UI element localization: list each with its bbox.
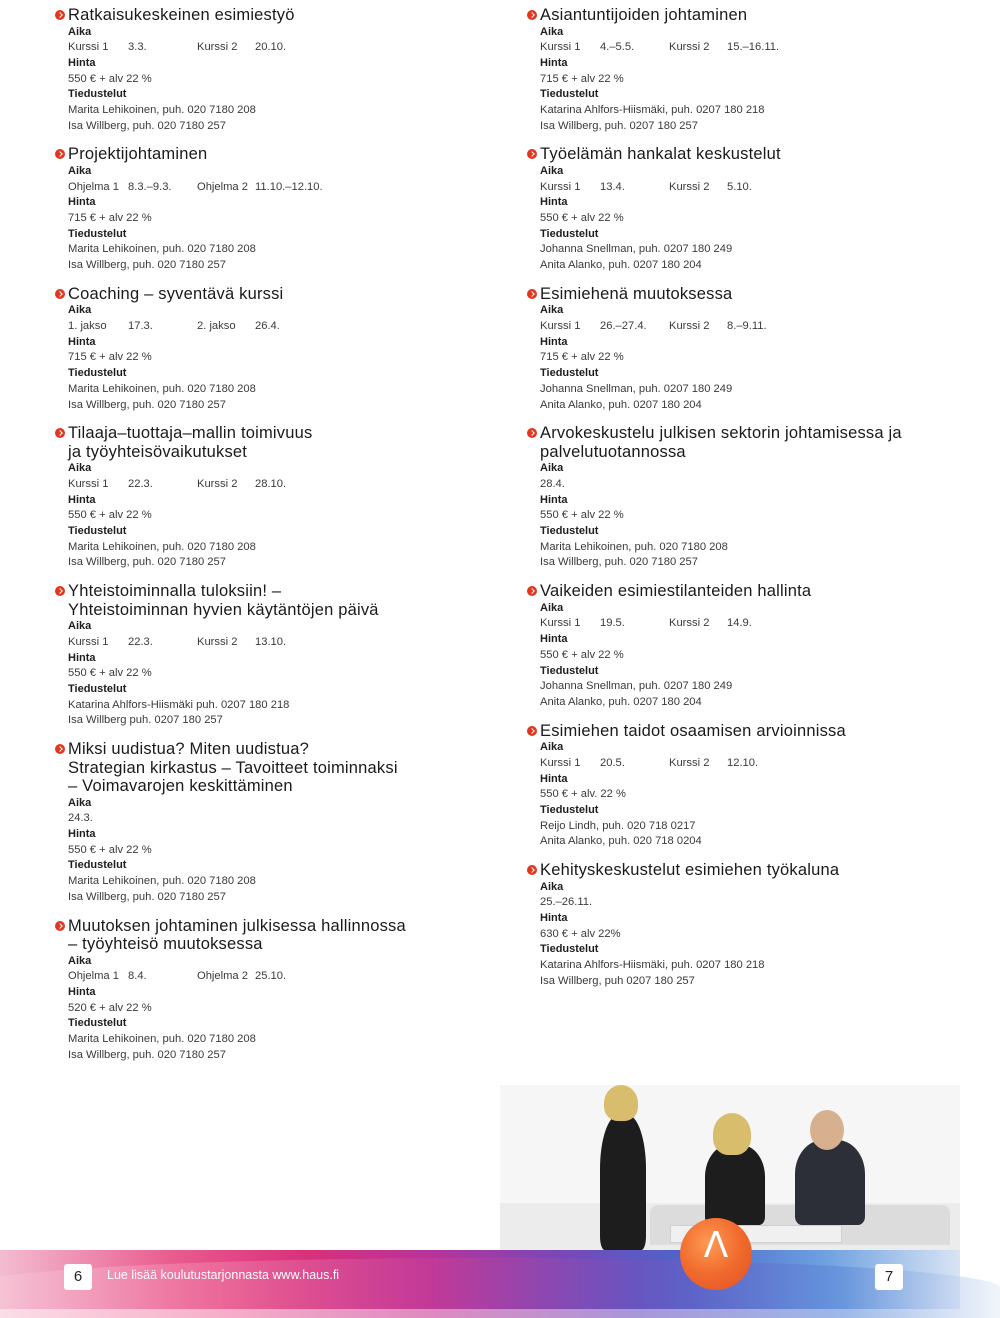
course-title-line: Yhteistoiminnan hyvien käytäntöjen päivä bbox=[68, 600, 379, 619]
aika-cell: Ohjelma 1 bbox=[68, 180, 119, 193]
course-title-lines bbox=[540, 582, 811, 601]
course-details bbox=[68, 164, 495, 274]
course-block bbox=[55, 6, 495, 134]
course-title-lines bbox=[540, 861, 839, 880]
course-title-line: ja työyhteisövaikutukset bbox=[68, 442, 248, 461]
course-title-lines bbox=[540, 722, 846, 741]
course-title bbox=[527, 582, 967, 601]
course-title-line: Tilaaja–tuottaja–mallin toimivuus bbox=[68, 424, 313, 443]
page-number-right: 7 bbox=[875, 1264, 903, 1290]
aika-cell: 20.10. bbox=[255, 41, 287, 54]
course-title bbox=[55, 285, 495, 304]
hinta-value: 715 € + alv 22 % bbox=[68, 351, 152, 364]
tiedustelut-label: Tiedustelut bbox=[68, 1017, 127, 1030]
course-details bbox=[68, 303, 495, 413]
course-title-line: Miksi uudistua? Miten uudistua? bbox=[68, 740, 309, 759]
course-title-line: Ratkaisukeskeinen esimiestyö bbox=[68, 6, 295, 24]
aika-cell: 15.–16.11. bbox=[727, 41, 780, 54]
footer-gradient-wave bbox=[0, 1258, 1000, 1318]
aika-cell: 8.3.–9.3. bbox=[128, 180, 172, 193]
course-details bbox=[68, 954, 495, 1064]
course-block bbox=[527, 145, 967, 273]
hinta-label: Hinta bbox=[68, 985, 96, 998]
contact-line: Isa Willberg, puh. 020 7180 257 bbox=[540, 556, 698, 569]
aika-cell: Kurssi 2 bbox=[669, 617, 710, 630]
contact-line: Marita Lehikoinen, puh. 020 7180 208 bbox=[540, 540, 728, 553]
course-title-line: Esimiehen taidot osaamisen arvioinnissa bbox=[540, 721, 846, 740]
aika-value: 24.3. bbox=[68, 812, 93, 825]
course-title-line: Yhteistoiminnalla tuloksiin! – bbox=[68, 582, 282, 601]
aika-cell: Kurssi 2 bbox=[669, 41, 710, 54]
arrow-bullet-icon bbox=[55, 428, 65, 438]
aika-cell: 8.–9.11. bbox=[727, 320, 767, 333]
page-footer bbox=[0, 1225, 960, 1309]
hinta-label: Hinta bbox=[540, 772, 568, 785]
aika-cell: Kurssi 2 bbox=[197, 635, 238, 648]
aika-row bbox=[540, 40, 967, 56]
course-block bbox=[55, 917, 495, 1064]
aika-cell: Ohjelma 2 bbox=[197, 970, 248, 983]
contact-line: Johanna Snellman, puh. 0207 180 249 bbox=[540, 243, 733, 256]
hinta-value: 550 € + alv 22 % bbox=[68, 72, 152, 85]
aika-cell: Kurssi 1 bbox=[540, 320, 581, 333]
course-title-lines bbox=[540, 145, 781, 164]
course-title bbox=[527, 145, 967, 164]
aika-cell: 28.10. bbox=[255, 477, 287, 490]
course-title-lines bbox=[540, 285, 732, 304]
contact-line: Isa Willberg, puh. 020 7180 257 bbox=[68, 556, 226, 569]
hinta-value: 520 € + alv 22 % bbox=[68, 1001, 152, 1014]
contact-line: Anita Alanko, puh. 0207 180 204 bbox=[540, 695, 702, 708]
arrow-bullet-icon bbox=[55, 744, 65, 754]
course-title-lines bbox=[68, 6, 295, 25]
aika-label: Aika bbox=[68, 954, 92, 967]
emblem-glyph: Λ bbox=[703, 1225, 729, 1266]
course-details bbox=[68, 796, 495, 906]
tiedustelut-label: Tiedustelut bbox=[540, 88, 599, 101]
tiedustelut-label: Tiedustelut bbox=[68, 227, 127, 240]
aika-cell: 26.–27.4. bbox=[600, 320, 647, 333]
hinta-value: 715 € + alv 22 % bbox=[540, 72, 624, 85]
course-details bbox=[540, 164, 967, 274]
course-title-line: Strategian kirkastus – Tavoitteet toiminnaksi bbox=[68, 758, 398, 777]
contact-line: Anita Alanko, puh. 020 718 0204 bbox=[540, 835, 702, 848]
course-details bbox=[540, 461, 967, 571]
contact-line: Anita Alanko, puh. 0207 180 204 bbox=[540, 259, 702, 272]
course-block bbox=[527, 861, 967, 989]
hinta-value: 630 € + alv 22% bbox=[540, 927, 621, 940]
course-title-line: Työelämän hankalat keskustelut bbox=[540, 145, 781, 164]
photo-person-standing bbox=[600, 1115, 646, 1250]
contact-line: Marita Lehikoinen, puh. 020 7180 208 bbox=[68, 243, 256, 256]
arrow-bullet-icon bbox=[527, 289, 537, 299]
hinta-value: 550 € + alv 22 % bbox=[540, 648, 624, 661]
course-title bbox=[527, 6, 967, 25]
contact-line: Isa Willberg, puh. 020 7180 257 bbox=[68, 259, 226, 272]
aika-cell: 20.5. bbox=[600, 756, 625, 769]
course-title-lines bbox=[540, 6, 747, 25]
aika-cell: 25.10. bbox=[255, 970, 287, 983]
aika-cell: Kurssi 2 bbox=[197, 477, 238, 490]
aika-label: Aika bbox=[68, 462, 92, 475]
contact-line: Isa Willberg, puh. 020 7180 257 bbox=[68, 119, 226, 132]
arrow-bullet-icon bbox=[527, 865, 537, 875]
arrow-bullet-icon bbox=[527, 586, 537, 596]
course-title-line: Muutoksen johtaminen julkisessa hallinnossa bbox=[68, 916, 406, 935]
course-block bbox=[55, 145, 495, 273]
tiedustelut-label: Tiedustelut bbox=[540, 664, 599, 677]
contact-line: Marita Lehikoinen, puh. 020 7180 208 bbox=[68, 540, 256, 553]
contact-line: Isa Willberg puh. 0207 180 257 bbox=[68, 714, 223, 727]
tiedustelut-label: Tiedustelut bbox=[68, 525, 127, 538]
course-details bbox=[68, 25, 495, 135]
aika-label: Aika bbox=[540, 25, 564, 38]
aika-cell: 26.4. bbox=[255, 320, 280, 333]
aika-value: 28.4. bbox=[540, 477, 565, 490]
course-block bbox=[527, 582, 967, 710]
tiedustelut-label: Tiedustelut bbox=[540, 227, 599, 240]
aika-value: 25.–26.11. bbox=[540, 896, 593, 909]
photo-person-seated-man-head bbox=[810, 1110, 844, 1150]
aika-cell: Kurssi 1 bbox=[68, 41, 109, 54]
contact-line: Katarina Ahlfors-Hiismäki, puh. 0207 180 218 bbox=[540, 959, 765, 972]
course-title bbox=[527, 424, 967, 461]
hinta-label: Hinta bbox=[540, 196, 568, 209]
hinta-label: Hinta bbox=[540, 911, 568, 924]
course-title bbox=[55, 424, 495, 461]
aika-row bbox=[540, 756, 967, 772]
course-title-lines bbox=[68, 285, 283, 304]
course-title bbox=[55, 6, 495, 25]
contact-line: Isa Willberg, puh. 020 7180 257 bbox=[68, 1048, 226, 1061]
aika-cell: Kurssi 2 bbox=[197, 41, 238, 54]
course-title-line: Esimiehenä muutoksessa bbox=[540, 284, 733, 303]
hinta-value: 550 € + alv 22 % bbox=[68, 509, 152, 522]
course-block bbox=[55, 424, 495, 571]
aika-cell: 19.5. bbox=[600, 617, 625, 630]
hinta-label: Hinta bbox=[68, 335, 96, 348]
aika-cell: 11.10.–12.10. bbox=[255, 180, 323, 193]
course-details bbox=[540, 25, 967, 135]
contact-line: Marita Lehikoinen, puh. 020 7180 208 bbox=[68, 875, 256, 888]
photo-person-seated-woman-hair bbox=[713, 1113, 751, 1155]
tiedustelut-label: Tiedustelut bbox=[68, 683, 127, 695]
aika-cell: Kurssi 2 bbox=[669, 756, 710, 769]
aika-cell: 1. jakso bbox=[68, 320, 107, 333]
contact-line: Reijo Lindh, puh. 020 718 0217 bbox=[540, 819, 696, 832]
course-details bbox=[540, 740, 967, 850]
aika-cell: Kurssi 1 bbox=[68, 477, 109, 490]
aika-cell: 3.3. bbox=[128, 41, 147, 54]
tiedustelut-label: Tiedustelut bbox=[540, 367, 599, 380]
arrow-bullet-icon bbox=[527, 10, 537, 20]
tiedustelut-label: Tiedustelut bbox=[68, 859, 127, 872]
aika-label: Aika bbox=[68, 304, 92, 317]
course-title bbox=[55, 740, 495, 796]
course-block bbox=[527, 424, 967, 571]
hinta-label: Hinta bbox=[68, 196, 96, 209]
photo-person-seated-man bbox=[795, 1140, 865, 1225]
course-title-lines bbox=[68, 917, 406, 954]
aika-cell: 22.3. bbox=[128, 635, 153, 648]
course-title bbox=[55, 582, 495, 619]
aika-cell: 17.3. bbox=[128, 320, 153, 333]
course-title-lines bbox=[540, 424, 902, 461]
aika-label: Aika bbox=[68, 164, 92, 177]
arrow-bullet-icon bbox=[55, 921, 65, 931]
aika-cell: 13.4. bbox=[600, 180, 625, 193]
left-column bbox=[55, 6, 495, 1074]
hinta-value: 715 € + alv 22 % bbox=[68, 212, 152, 225]
contact-line: Katarina Ahlfors-Hiismäki, puh. 0207 180 218 bbox=[540, 104, 765, 117]
course-title-line: Projektijohtaminen bbox=[68, 145, 208, 164]
aika-cell: 13.10. bbox=[255, 635, 287, 648]
aika-cell: Kurssi 1 bbox=[540, 617, 581, 630]
aika-cell: 4.–5.5. bbox=[600, 41, 635, 54]
aika-label: Aika bbox=[540, 741, 564, 754]
contact-line: Marita Lehikoinen, puh. 020 7180 208 bbox=[68, 104, 256, 117]
hinta-value: 715 € + alv 22 % bbox=[540, 351, 624, 364]
aika-cell: Kurssi 2 bbox=[669, 320, 710, 333]
course-title bbox=[527, 285, 967, 304]
course-title bbox=[55, 145, 495, 164]
hinta-label: Hinta bbox=[68, 56, 96, 69]
contact-line: Marita Lehikoinen, puh. 020 7180 208 bbox=[68, 1033, 256, 1046]
tiedustelut-label: Tiedustelut bbox=[68, 367, 127, 380]
aika-row bbox=[68, 40, 495, 56]
contact-line: Anita Alanko, puh. 0207 180 204 bbox=[540, 398, 702, 411]
photo-person-standing-hair bbox=[604, 1085, 638, 1121]
aika-label: Aika bbox=[68, 620, 92, 633]
contact-line: Johanna Snellman, puh. 0207 180 249 bbox=[540, 680, 733, 693]
course-title-line: – työyhteisö muutoksessa bbox=[68, 935, 263, 954]
hinta-value: 550 € + alv 22 % bbox=[540, 212, 624, 225]
aika-row bbox=[540, 616, 967, 632]
course-block bbox=[55, 740, 495, 905]
hinta-label: Hinta bbox=[68, 493, 96, 506]
haus-emblem-icon bbox=[680, 1218, 752, 1290]
hinta-label: Hinta bbox=[540, 335, 568, 348]
aika-row bbox=[540, 180, 967, 196]
arrow-bullet-icon bbox=[55, 10, 65, 20]
contact-line: Isa Willberg, puh 0207 180 257 bbox=[540, 974, 695, 987]
contact-line: Johanna Snellman, puh. 0207 180 249 bbox=[540, 382, 733, 395]
aika-cell: 8.4. bbox=[128, 970, 147, 983]
hinta-value: 550 € + alv 22 % bbox=[68, 667, 152, 680]
course-title-lines bbox=[68, 145, 207, 164]
aika-cell: 14.9. bbox=[727, 617, 752, 630]
aika-label: Aika bbox=[68, 796, 92, 809]
hinta-label: Hinta bbox=[540, 56, 568, 69]
right-column bbox=[527, 6, 967, 1000]
hinta-value: 550 € + alv 22 % bbox=[68, 843, 152, 856]
course-title-line: palvelutuotannossa bbox=[540, 442, 686, 461]
page-number-left: 6 bbox=[64, 1264, 92, 1290]
tiedustelut-label: Tiedustelut bbox=[540, 803, 599, 816]
contact-line: Isa Willberg, puh. 020 7180 257 bbox=[68, 398, 226, 411]
tiedustelut-label: Tiedustelut bbox=[68, 88, 127, 101]
aika-row bbox=[68, 319, 495, 335]
aika-cell: 12.10. bbox=[727, 756, 759, 769]
hinta-label: Hinta bbox=[68, 828, 96, 841]
aika-row bbox=[540, 319, 967, 335]
arrow-bullet-icon bbox=[55, 289, 65, 299]
aika-row bbox=[68, 635, 495, 651]
course-details bbox=[68, 619, 495, 729]
arrow-bullet-icon bbox=[527, 149, 537, 159]
course-title bbox=[527, 861, 967, 880]
course-block bbox=[527, 285, 967, 413]
aika-label: Aika bbox=[540, 462, 564, 475]
arrow-bullet-icon bbox=[527, 428, 537, 438]
contact-line: Marita Lehikoinen, puh. 020 7180 208 bbox=[68, 382, 256, 395]
aika-cell: Ohjelma 2 bbox=[197, 180, 248, 193]
aika-cell: Kurssi 2 bbox=[669, 180, 710, 193]
aika-cell: 22.3. bbox=[128, 477, 153, 490]
course-details bbox=[68, 461, 495, 571]
aika-cell: Kurssi 1 bbox=[540, 41, 581, 54]
aika-cell: Kurssi 1 bbox=[540, 180, 581, 193]
course-title-line: Asiantuntijoiden johtaminen bbox=[540, 6, 748, 24]
tiedustelut-label: Tiedustelut bbox=[540, 525, 599, 538]
aika-label: Aika bbox=[540, 164, 564, 177]
contact-line: Isa Willberg, puh. 020 7180 257 bbox=[68, 890, 226, 903]
hinta-label: Hinta bbox=[68, 651, 96, 664]
course-title bbox=[55, 917, 495, 954]
aika-cell: 5.10. bbox=[727, 180, 752, 193]
hinta-label: Hinta bbox=[540, 633, 568, 646]
contact-line: Katarina Ahlfors-Hiismäki puh. 0207 180 218 bbox=[68, 698, 290, 711]
course-details bbox=[540, 303, 967, 413]
course-title bbox=[527, 722, 967, 741]
tiedustelut-label: Tiedustelut bbox=[540, 943, 599, 956]
aika-label: Aika bbox=[540, 601, 564, 614]
course-block bbox=[55, 582, 495, 729]
aika-cell: 2. jakso bbox=[197, 320, 236, 333]
arrow-bullet-icon bbox=[527, 726, 537, 736]
hinta-value: 550 € + alv. 22 % bbox=[540, 788, 626, 801]
aika-cell: Kurssi 1 bbox=[540, 756, 581, 769]
course-details bbox=[540, 880, 967, 990]
contact-line: Isa Willberg, puh. 0207 180 257 bbox=[540, 119, 698, 132]
course-title-lines bbox=[68, 424, 312, 461]
aika-cell: Ohjelma 1 bbox=[68, 970, 119, 983]
course-title-line: Arvokeskustelu julkisen sektorin johtamisessa ja bbox=[540, 424, 902, 443]
aika-label: Aika bbox=[540, 304, 564, 317]
course-block bbox=[527, 6, 967, 134]
footer-link[interactable]: Lue lisää koulutustarjonnasta www.haus.fi bbox=[107, 1268, 340, 1282]
course-details bbox=[540, 601, 967, 711]
arrow-bullet-icon bbox=[55, 586, 65, 596]
course-title-lines bbox=[68, 582, 379, 619]
course-title-line: – Voimavarojen keskittäminen bbox=[68, 777, 293, 796]
course-block bbox=[527, 722, 967, 850]
arrow-bullet-icon bbox=[55, 149, 65, 159]
hinta-value: 550 € + alv 22 % bbox=[540, 509, 624, 522]
course-title-line: Vaikeiden esimiestilanteiden hallinta bbox=[540, 582, 812, 601]
aika-row bbox=[68, 477, 495, 493]
course-title-line: Coaching – syventävä kurssi bbox=[68, 284, 284, 303]
course-block bbox=[55, 285, 495, 413]
aika-row bbox=[68, 180, 495, 196]
aika-label: Aika bbox=[68, 25, 92, 38]
aika-row bbox=[68, 969, 495, 985]
aika-label: Aika bbox=[540, 880, 564, 893]
photo-person-seated-woman bbox=[705, 1145, 765, 1225]
course-title-line: Kehityskeskustelut esimiehen työkaluna bbox=[540, 861, 840, 880]
aika-cell: Kurssi 1 bbox=[68, 635, 109, 648]
course-title-lines bbox=[68, 740, 398, 796]
hinta-label: Hinta bbox=[540, 493, 568, 506]
